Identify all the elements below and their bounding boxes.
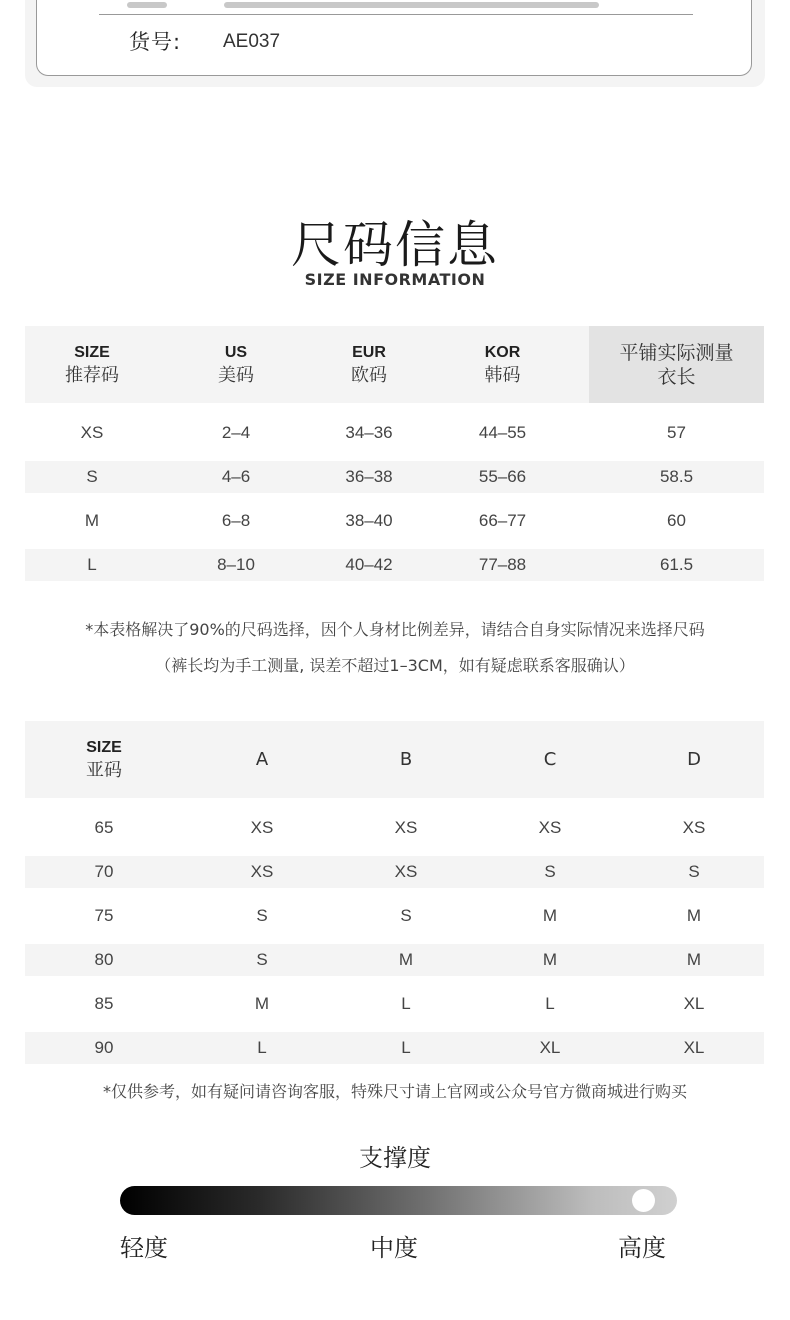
cup-table-row [25,944,764,976]
table-cell: M [686,950,702,969]
cup-table-header [25,721,764,798]
support-level-knob [632,1189,655,1212]
table-cell: M [686,906,702,925]
table-cell: 77–88 [478,555,527,574]
header-cn: 平铺实际测量 [619,341,734,364]
header-cell-kor [425,326,580,403]
size-note-line2: （裤长均为手工测量, 误差不超过1–3CM，如有疑虑联系客服确认） [155,656,635,675]
table-cell: 65 [94,818,114,837]
section-title: 尺码信息 [291,216,499,274]
cup-note: *仅供参考，如有疑问请咨询客服，特殊尺寸请上官网或公众号官方微商城进行购买 [102,1082,687,1101]
table-cell: XL [683,1038,705,1057]
header-en: EUR [352,343,386,361]
table-cell: XS [250,818,274,837]
table-cell: L [401,994,411,1013]
header-en: SIZE [74,343,110,361]
product-info-row-cutoff [99,0,693,15]
header-cup: A [255,748,269,770]
header-cn: 欧码 [351,364,387,386]
table-cell: S [400,906,412,925]
table-cell: S [86,467,98,486]
header-cell-eur [313,326,425,403]
table-cell: 75 [94,906,114,925]
support-gradient-bar [120,1186,677,1215]
table-cell: M [542,906,558,925]
cup-size-table [25,721,764,1065]
header-cell-us [159,326,313,403]
support-level-medium: 中度 [370,1234,418,1262]
header-cn: 美码 [218,364,254,386]
product-info-card [36,0,752,76]
header-cell-length [589,326,764,403]
cup-table-row [25,900,764,932]
table-cell: 57 [667,423,686,442]
header-cell-d [623,721,765,798]
table-cell: 85 [94,994,114,1013]
table-cell: 6–8 [221,511,251,530]
header-en: US [224,343,248,361]
table-cell: S [256,950,268,969]
cup-table-row [25,988,764,1020]
table-cell: XS [250,862,274,881]
table-cell: 58.5 [659,467,694,486]
size-table-header [25,326,764,403]
table-cell: L [257,1038,267,1057]
header-cn: 亚码 [86,759,122,781]
size-note-line1: *本表格解决了90%的尺码选择，因个人身材比例差异，请结合自身实际情况来选择尺码 [85,620,705,639]
table-cell: 55–66 [478,467,527,486]
table-cell: XL [683,994,705,1013]
table-cell: 8–10 [217,555,255,574]
table-cell: 2–4 [221,423,251,442]
header-en: KOR [484,343,521,361]
header-cell-c [479,721,621,798]
table-cell: 4–6 [221,467,251,486]
item-number-label: 货号: [129,30,182,54]
item-number-value: AE037 [223,31,281,52]
header-cell-size [25,721,183,798]
table-cell: S [256,906,268,925]
table-cell: S [544,862,556,881]
table-cell: 44–55 [478,423,527,442]
support-level-high: 高度 [618,1234,666,1262]
support-title: 支撑度 [359,1144,431,1172]
table-cell: XS [394,818,418,837]
table-cell: L [401,1038,411,1057]
table-cell: 80 [94,950,114,969]
table-cell: M [398,950,414,969]
table-cell: XS [80,423,104,442]
table-cell: 40–42 [345,555,393,574]
cutoff-text-fragment [224,2,599,8]
support-level-light: 轻度 [120,1234,168,1262]
table-cell: 61.5 [659,555,694,574]
table-cell: 34–36 [345,423,393,442]
table-cell: XS [682,818,706,837]
header-cell-a [191,721,333,798]
header-cn: 推荐码 [65,364,119,386]
section-subtitle: SIZE INFORMATION [304,270,486,289]
table-cell: L [87,555,97,574]
cup-table-row [25,812,764,844]
table-cell: 60 [667,511,686,530]
table-cell: L [545,994,555,1013]
header-cup: D [687,748,701,770]
header-cup: B [399,748,413,770]
size-table [25,326,764,581]
cup-table-row [25,856,764,888]
table-cell: 36–38 [345,467,393,486]
table-cell: M [542,950,558,969]
header-en: SIZE [86,738,122,756]
table-cell: XS [394,862,418,881]
table-cell: 90 [94,1038,114,1057]
header-cn: 韩码 [484,364,521,386]
table-cell: XL [539,1038,561,1057]
size-table-row [25,461,764,493]
table-cell: 66–77 [478,511,527,530]
table-cell: 70 [94,862,114,881]
header-cell-b [335,721,477,798]
header-cup: C [543,748,557,770]
size-table-row [25,417,764,449]
table-cell: 38–40 [345,511,393,530]
cutoff-text-fragment [127,2,167,8]
table-cell: S [688,862,700,881]
size-table-row [25,549,764,581]
table-cell: M [84,511,100,530]
cup-table-row [25,1032,764,1064]
size-table-row [25,505,764,537]
header-cn-sub: 衣长 [657,365,696,388]
table-cell: M [254,994,270,1013]
table-cell: XS [538,818,562,837]
header-cell-size [25,326,159,403]
